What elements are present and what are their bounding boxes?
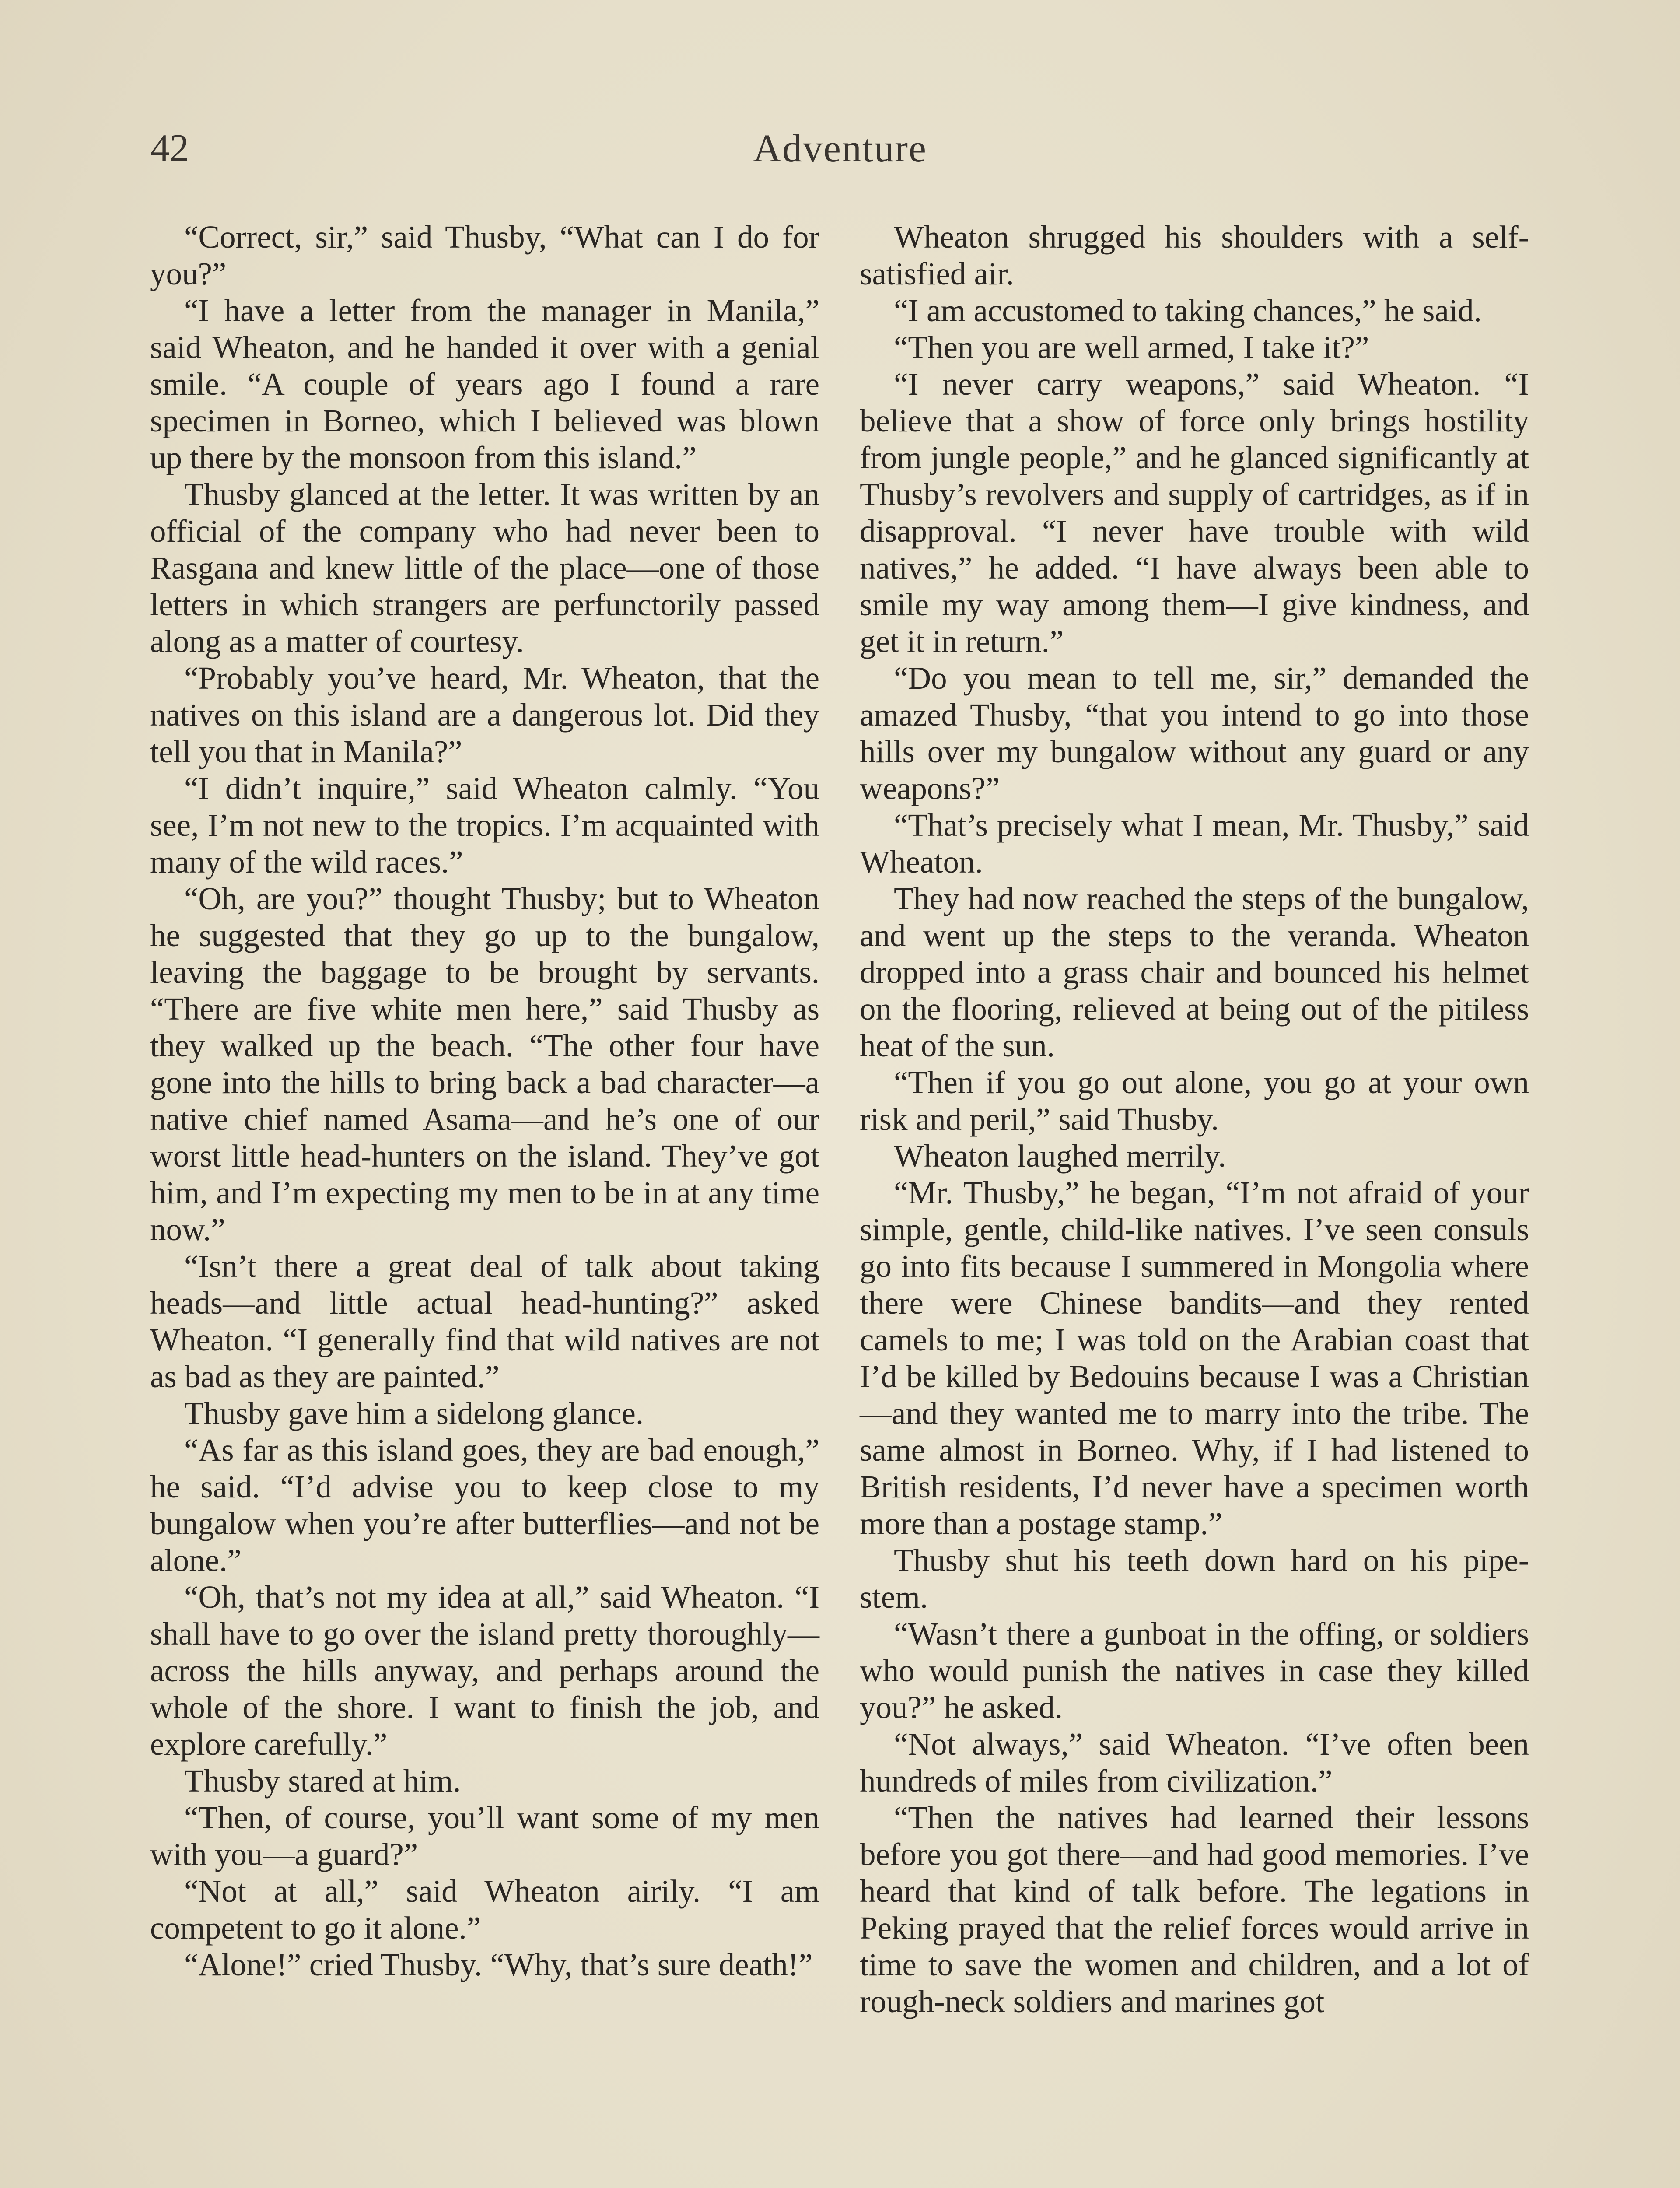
paragraph: Thusby gave him a sidelong glance. xyxy=(184,1396,644,1431)
paragraph: “Wasn’t there a gunboat in the offing, or soldiers who would punish the natives in case they killed you?” he asked. xyxy=(860,1616,1529,1725)
paragraph: Thusby shut his teeth down hard on his pipe-stem. xyxy=(860,1543,1529,1615)
paragraph: “Mr. Thusby,” he began, “I’m not afraid of your simple, gentle, child-like natives. I’ve seen consuls go into fits because I summered in Mongolia where there were Chinese bandits—and they rented camels to me; I was told on the Arabian coast that I’d be killed by Bedouins because I was a Christian—and they wanted me to marry into the tribe. The same almost in Borneo. Why, if I had listened to British residents, I’d never have a specimen worth more than a postage stamp.” xyxy=(860,1175,1529,1541)
paragraph: “Then if you go out alone, you go at your own risk and peril,” said Thusby. xyxy=(860,1065,1529,1137)
paragraph: “Probably you’ve heard, Mr. Wheaton, that the natives on this island are a dangerous lot. Did they tell you that in Manila?” xyxy=(150,660,819,769)
paragraph: Thusby stared at him. xyxy=(184,1763,461,1799)
paragraph: Thusby glanced at the letter. It was written by an official of the company who had never been to Rasgana and knew little of the place—one of those letters in which strangers are perfunctorily passed along as a matter of courtesy. xyxy=(150,477,819,659)
paragraph: They had now reached the steps of the bungalow, and went up the steps to the veranda. Wheaton dropped into a grass chair and bounced his helmet on the flooring, relieved at being out of the pitiless heat of the sun. xyxy=(860,881,1529,1063)
paragraph: “Correct, sir,” said Thusby, “What can I do for you?” xyxy=(150,219,819,291)
paragraph: “Then the natives had learned their lessons before you got there—and had good memories. I’ve heard that kind of talk before. The legations in Peking prayed that the relief forces would arrive in time to save the women and children, and a lot of rough-neck soldiers and marines got xyxy=(860,1800,1529,2019)
paragraph: Wheaton shrugged his shoulders with a self-satisfied air. xyxy=(860,219,1529,291)
paragraph: “I never carry weapons,” said Wheaton. “I believe that a show of force only brings hostility from jungle people,” and he glanced significantly at Thusby’s revolvers and supply of cartridges, as if in disapproval. “I never have trouble with wild natives,” he added. “I have always been able to smile my way among them—I give kindness, and get it in return.” xyxy=(860,366,1529,659)
paragraph: “Do you mean to tell me, sir,” demanded the amazed Thusby, “that you intend to go into those hills over my bungalow without any guard or any weapons?” xyxy=(860,660,1529,806)
paragraph: Wheaton laughed merrily. xyxy=(894,1138,1226,1174)
running-head: Adventure xyxy=(753,127,927,170)
paragraph: “Oh, that’s not my idea at all,” said Wheaton. “I shall have to go over the island pretty thoroughly—across the hills anyway, and perhaps around the whole of the shore. I want to finish the job, and explore carefully.” xyxy=(150,1579,819,1762)
paragraph: “I am accustomed to taking chances,” he said. xyxy=(894,293,1482,328)
left-text-column xyxy=(150,219,819,1983)
paragraph: “As far as this island goes, they are bad enough,” he said. “I’d advise you to keep close to my bungalow when you’re after butterflies—and not be alone.” xyxy=(150,1432,819,1578)
paragraph: “I didn’t inquire,” said Wheaton calmly. “You see, I’m not new to the tropics. I’m acquainted with many of the wild races.” xyxy=(150,771,819,880)
right-text-column xyxy=(860,219,1529,2020)
paragraph: “Not at all,” said Wheaton airily. “I am competent to go it alone.” xyxy=(150,1873,819,1946)
page-number: 42 xyxy=(150,127,189,169)
paragraph: “Then, of course, you’ll want some of my men with you—a guard?” xyxy=(150,1800,819,1872)
paragraph: “Not always,” said Wheaton. “I’ve often been hundreds of miles from civilization.” xyxy=(860,1726,1529,1799)
paragraph: “I have a letter from the manager in Manila,” said Wheaton, and he handed it over with a genial smile. “A couple of years ago I found a rare specimen in Borneo, which I believed was blown up there by the monsoon from this island.” xyxy=(150,293,819,475)
paragraph: “Then you are well armed, I take it?” xyxy=(894,330,1369,365)
paragraph: “That’s precisely what I mean, Mr. Thusby,” said Wheaton. xyxy=(860,807,1529,880)
paragraph: “Alone!” cried Thusby. “Why, that’s sure death!” xyxy=(184,1947,813,1982)
paragraph: “Oh, are you?” thought Thusby; but to Wheaton he suggested that they go up to the bungalow, leaving the baggage to be brought by servants. “There are five white men here,” said Thusby as they walked up the beach. “The other four have gone into the hills to bring back a bad character—a native chief named Asama—and he’s one of our worst little head-hunters on the island. They’ve got him, and I’m expecting my men to be in at any time now.” xyxy=(150,881,819,1247)
paragraph: “Isn’t there a great deal of talk about taking heads—and little actual head-hunting?” asked Wheaton. “I generally find that wild natives are not as bad as they are painted.” xyxy=(150,1248,819,1394)
